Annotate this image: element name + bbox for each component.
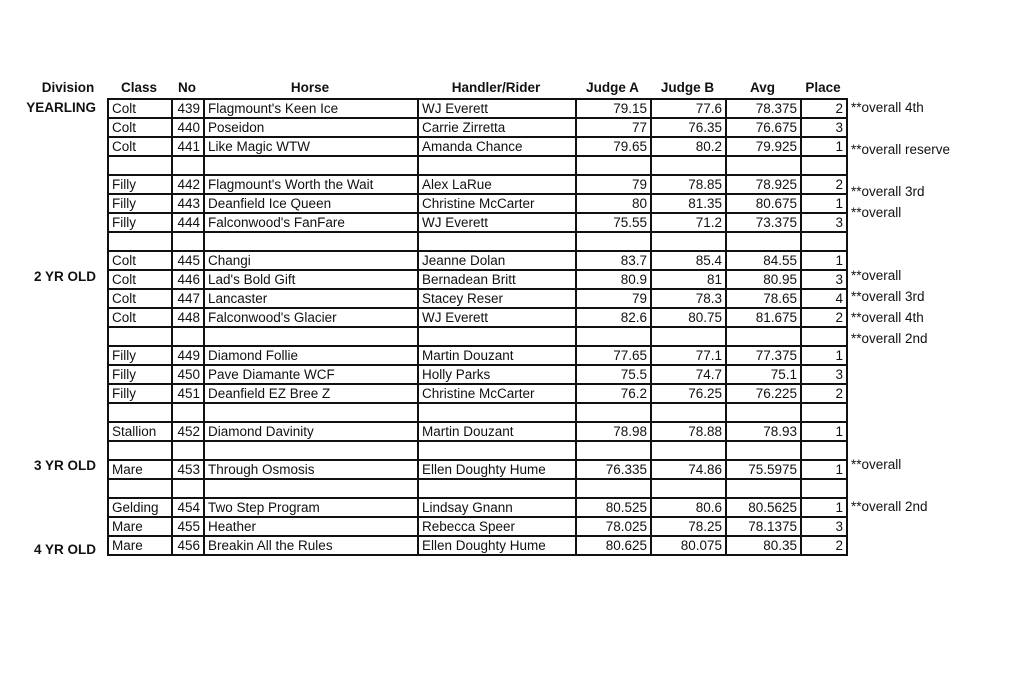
judge-a-cell: 79	[576, 175, 651, 194]
handler-cell	[418, 441, 576, 460]
judge-a-cell: 77	[576, 118, 651, 137]
class-cell: Filly	[108, 346, 172, 365]
judge-a-cell: 82.6	[576, 308, 651, 327]
class-cell	[108, 441, 172, 460]
table-row	[108, 536, 847, 555]
place-cell: 1	[801, 460, 847, 479]
overall-note: **overall	[851, 205, 902, 220]
handler-cell: Ellen Doughty Hume	[418, 460, 576, 479]
horse-cell	[204, 327, 418, 346]
judge-b-cell: 80.75	[651, 308, 726, 327]
no-cell: 454	[172, 498, 204, 517]
horse-cell	[204, 232, 418, 251]
table-row	[108, 251, 847, 270]
no-cell: 445	[172, 251, 204, 270]
avg-cell: 73.375	[726, 213, 801, 232]
handler-cell	[418, 479, 576, 498]
avg-cell	[726, 232, 801, 251]
handler-cell: Holly Parks	[418, 365, 576, 384]
handler-cell: Jeanne Dolan	[418, 251, 576, 270]
no-cell: 453	[172, 460, 204, 479]
no-cell: 455	[172, 517, 204, 536]
place-cell	[801, 479, 847, 498]
no-cell: 446	[172, 270, 204, 289]
judge-b-cell: 76.35	[651, 118, 726, 137]
class-cell: Stallion	[108, 422, 172, 441]
place-cell: 2	[801, 536, 847, 555]
horse-cell: Falconwood's FanFare	[204, 213, 418, 232]
judge-a-cell: 80.625	[576, 536, 651, 555]
handler-cell	[418, 327, 576, 346]
table-row	[108, 308, 847, 327]
spacer-row	[108, 327, 847, 346]
judge-a-cell: 76.2	[576, 384, 651, 403]
class-cell: Colt	[108, 308, 172, 327]
judge-b-cell	[651, 441, 726, 460]
table-row	[108, 99, 847, 118]
overall-note: **overall 4th	[851, 310, 924, 325]
class-cell: Colt	[108, 137, 172, 156]
spacer-row	[108, 441, 847, 460]
class-cell: Colt	[108, 99, 172, 118]
horse-cell: Diamond Follie	[204, 346, 418, 365]
division-2yr: 2 YR OLD	[33, 269, 96, 284]
handler-cell	[418, 403, 576, 422]
overall-note: **overall reserve	[851, 142, 951, 157]
results-table	[107, 98, 848, 556]
place-cell: 1	[801, 251, 847, 270]
horse-cell: Poseidon	[204, 118, 418, 137]
avg-cell	[726, 479, 801, 498]
judge-b-cell: 76.25	[651, 384, 726, 403]
class-cell	[108, 327, 172, 346]
judge-b-cell	[651, 232, 726, 251]
avg-cell: 76.225	[726, 384, 801, 403]
class-cell	[108, 403, 172, 422]
judge-a-cell: 80	[576, 194, 651, 213]
handler-cell: Lindsay Gnann	[418, 498, 576, 517]
judge-a-cell: 79	[576, 289, 651, 308]
header-division: Division	[41, 80, 95, 95]
table-row	[108, 175, 847, 194]
spacer-row	[108, 479, 847, 498]
place-cell: 3	[801, 118, 847, 137]
judge-a-cell	[576, 156, 651, 175]
handler-cell: Bernadean Britt	[418, 270, 576, 289]
no-cell	[172, 327, 204, 346]
handler-cell: Stacey Reser	[418, 289, 576, 308]
class-cell: Colt	[108, 118, 172, 137]
horse-cell: Lancaster	[204, 289, 418, 308]
handler-cell: Martin Douzant	[418, 422, 576, 441]
judge-a-cell: 78.025	[576, 517, 651, 536]
header-judge-a: Judge A	[586, 80, 639, 95]
header-no: No	[178, 80, 196, 95]
judge-a-cell	[576, 403, 651, 422]
judge-a-cell	[576, 441, 651, 460]
place-cell	[801, 327, 847, 346]
table-row	[108, 194, 847, 213]
judge-a-cell	[576, 327, 651, 346]
judge-b-cell: 80.6	[651, 498, 726, 517]
header-judge-b: Judge B	[660, 80, 715, 95]
handler-cell: Rebecca Speer	[418, 517, 576, 536]
no-cell: 444	[172, 213, 204, 232]
judge-b-cell: 80.2	[651, 137, 726, 156]
horse-cell: Diamond Davinity	[204, 422, 418, 441]
overall-note: **overall	[851, 457, 902, 472]
handler-cell: WJ Everett	[418, 308, 576, 327]
place-cell: 2	[801, 175, 847, 194]
horse-cell: Flagmount's Keen Ice	[204, 99, 418, 118]
judge-b-cell: 78.88	[651, 422, 726, 441]
judge-a-cell: 79.15	[576, 99, 651, 118]
judge-b-cell	[651, 156, 726, 175]
overall-note: **overall 2nd	[851, 499, 928, 514]
header-horse: Horse	[290, 80, 330, 95]
avg-cell: 79.925	[726, 137, 801, 156]
judge-b-cell: 71.2	[651, 213, 726, 232]
place-cell: 1	[801, 498, 847, 517]
avg-cell: 78.65	[726, 289, 801, 308]
judge-a-cell	[576, 479, 651, 498]
judge-b-cell: 77.6	[651, 99, 726, 118]
place-cell: 3	[801, 213, 847, 232]
avg-cell: 78.93	[726, 422, 801, 441]
avg-cell: 76.675	[726, 118, 801, 137]
no-cell: 441	[172, 137, 204, 156]
place-cell: 3	[801, 517, 847, 536]
horse-cell: Flagmount's Worth the Wait	[204, 175, 418, 194]
no-cell: 456	[172, 536, 204, 555]
horse-cell: Lad's Bold Gift	[204, 270, 418, 289]
place-cell	[801, 156, 847, 175]
horse-cell: Through Osmosis	[204, 460, 418, 479]
place-cell: 1	[801, 422, 847, 441]
class-cell: Filly	[108, 384, 172, 403]
horse-cell: Deanfield Ice Queen	[204, 194, 418, 213]
judge-b-cell	[651, 403, 726, 422]
judge-b-cell: 85.4	[651, 251, 726, 270]
avg-cell: 80.35	[726, 536, 801, 555]
class-cell: Colt	[108, 251, 172, 270]
table-row	[108, 460, 847, 479]
avg-cell	[726, 441, 801, 460]
handler-cell: Carrie Zirretta	[418, 118, 576, 137]
horse-cell: Heather	[204, 517, 418, 536]
division-yearling: YEARLING	[26, 100, 96, 115]
handler-cell: Amanda Chance	[418, 137, 576, 156]
avg-cell: 80.5625	[726, 498, 801, 517]
handler-cell: Ellen Doughty Hume	[418, 536, 576, 555]
class-cell	[108, 232, 172, 251]
class-cell: Gelding	[108, 498, 172, 517]
horse-cell	[204, 156, 418, 175]
class-cell: Filly	[108, 213, 172, 232]
handler-cell: Christine McCarter	[418, 194, 576, 213]
table-row	[108, 384, 847, 403]
place-cell: 1	[801, 194, 847, 213]
no-cell: 439	[172, 99, 204, 118]
place-cell: 4	[801, 289, 847, 308]
table-row	[108, 213, 847, 232]
judge-b-cell: 78.3	[651, 289, 726, 308]
judge-a-cell: 80.9	[576, 270, 651, 289]
class-cell: Mare	[108, 536, 172, 555]
no-cell: 449	[172, 346, 204, 365]
judge-b-cell: 77.1	[651, 346, 726, 365]
handler-cell: WJ Everett	[418, 213, 576, 232]
no-cell: 452	[172, 422, 204, 441]
avg-cell: 80.675	[726, 194, 801, 213]
class-cell: Mare	[108, 517, 172, 536]
judge-a-cell: 77.65	[576, 346, 651, 365]
judge-b-cell: 80.075	[651, 536, 726, 555]
no-cell	[172, 232, 204, 251]
division-3yr: 3 YR OLD	[33, 458, 96, 473]
avg-cell: 75.5975	[726, 460, 801, 479]
handler-cell	[418, 156, 576, 175]
table-row	[108, 289, 847, 308]
table-row	[108, 137, 847, 156]
class-cell: Colt	[108, 289, 172, 308]
avg-cell	[726, 156, 801, 175]
table-row	[108, 365, 847, 384]
judge-b-cell: 78.85	[651, 175, 726, 194]
avg-cell: 77.375	[726, 346, 801, 365]
class-cell: Filly	[108, 365, 172, 384]
horse-cell: Pave Diamante WCF	[204, 365, 418, 384]
no-cell: 442	[172, 175, 204, 194]
no-cell	[172, 403, 204, 422]
overall-note: **overall 3rd	[851, 289, 925, 304]
place-cell	[801, 441, 847, 460]
class-cell: Filly	[108, 194, 172, 213]
judge-a-cell	[576, 232, 651, 251]
horse-cell: Deanfield EZ Bree Z	[204, 384, 418, 403]
judge-a-cell: 75.5	[576, 365, 651, 384]
no-cell	[172, 479, 204, 498]
horse-cell	[204, 403, 418, 422]
division-4yr: 4 YR OLD	[33, 542, 96, 557]
place-cell: 1	[801, 137, 847, 156]
horse-cell	[204, 441, 418, 460]
place-cell: 3	[801, 365, 847, 384]
no-cell: 440	[172, 118, 204, 137]
table-row	[108, 270, 847, 289]
handler-cell: WJ Everett	[418, 99, 576, 118]
horse-cell: Changi	[204, 251, 418, 270]
class-cell: Filly	[108, 175, 172, 194]
judge-a-cell: 83.7	[576, 251, 651, 270]
table-row	[108, 517, 847, 536]
horse-cell	[204, 479, 418, 498]
overall-note: **overall	[851, 268, 902, 283]
judge-a-cell: 80.525	[576, 498, 651, 517]
overall-note: **overall 3rd	[851, 184, 925, 199]
place-cell: 2	[801, 308, 847, 327]
header-avg: Avg	[749, 80, 775, 95]
header-class: Class	[120, 80, 158, 95]
judge-b-cell: 74.86	[651, 460, 726, 479]
handler-cell: Martin Douzant	[418, 346, 576, 365]
overall-note: **overall 2nd	[851, 331, 928, 346]
avg-cell: 78.1375	[726, 517, 801, 536]
horse-cell: Breakin All the Rules	[204, 536, 418, 555]
avg-cell: 80.95	[726, 270, 801, 289]
judge-b-cell	[651, 479, 726, 498]
class-cell	[108, 479, 172, 498]
table-row	[108, 118, 847, 137]
horse-cell: Falconwood's Glacier	[204, 308, 418, 327]
place-cell: 2	[801, 99, 847, 118]
table-row	[108, 498, 847, 517]
place-cell	[801, 232, 847, 251]
spacer-row	[108, 156, 847, 175]
header-handler: Handler/Rider	[451, 80, 541, 95]
no-cell: 447	[172, 289, 204, 308]
judge-b-cell: 81.35	[651, 194, 726, 213]
no-cell	[172, 441, 204, 460]
avg-cell: 75.1	[726, 365, 801, 384]
horse-cell: Two Step Program	[204, 498, 418, 517]
spacer-row	[108, 403, 847, 422]
overall-note: **overall 4th	[851, 100, 924, 115]
place-cell: 1	[801, 346, 847, 365]
no-cell: 451	[172, 384, 204, 403]
table-row	[108, 346, 847, 365]
avg-cell: 78.375	[726, 99, 801, 118]
judge-a-cell: 75.55	[576, 213, 651, 232]
avg-cell: 84.55	[726, 251, 801, 270]
judge-b-cell	[651, 327, 726, 346]
avg-cell: 81.675	[726, 308, 801, 327]
table-row	[108, 422, 847, 441]
place-cell: 3	[801, 270, 847, 289]
handler-cell	[418, 232, 576, 251]
no-cell: 448	[172, 308, 204, 327]
judge-a-cell: 79.65	[576, 137, 651, 156]
handler-cell: Christine McCarter	[418, 384, 576, 403]
spacer-row	[108, 232, 847, 251]
header-place: Place	[805, 80, 841, 95]
avg-cell	[726, 403, 801, 422]
handler-cell: Alex LaRue	[418, 175, 576, 194]
judge-a-cell: 76.335	[576, 460, 651, 479]
class-cell: Mare	[108, 460, 172, 479]
horse-cell: Like Magic WTW	[204, 137, 418, 156]
judge-b-cell: 78.25	[651, 517, 726, 536]
judge-a-cell: 78.98	[576, 422, 651, 441]
place-cell: 2	[801, 384, 847, 403]
no-cell: 450	[172, 365, 204, 384]
class-cell	[108, 156, 172, 175]
avg-cell	[726, 327, 801, 346]
judge-b-cell: 81	[651, 270, 726, 289]
judge-b-cell: 74.7	[651, 365, 726, 384]
no-cell: 443	[172, 194, 204, 213]
avg-cell: 78.925	[726, 175, 801, 194]
class-cell: Colt	[108, 270, 172, 289]
place-cell	[801, 403, 847, 422]
no-cell	[172, 156, 204, 175]
